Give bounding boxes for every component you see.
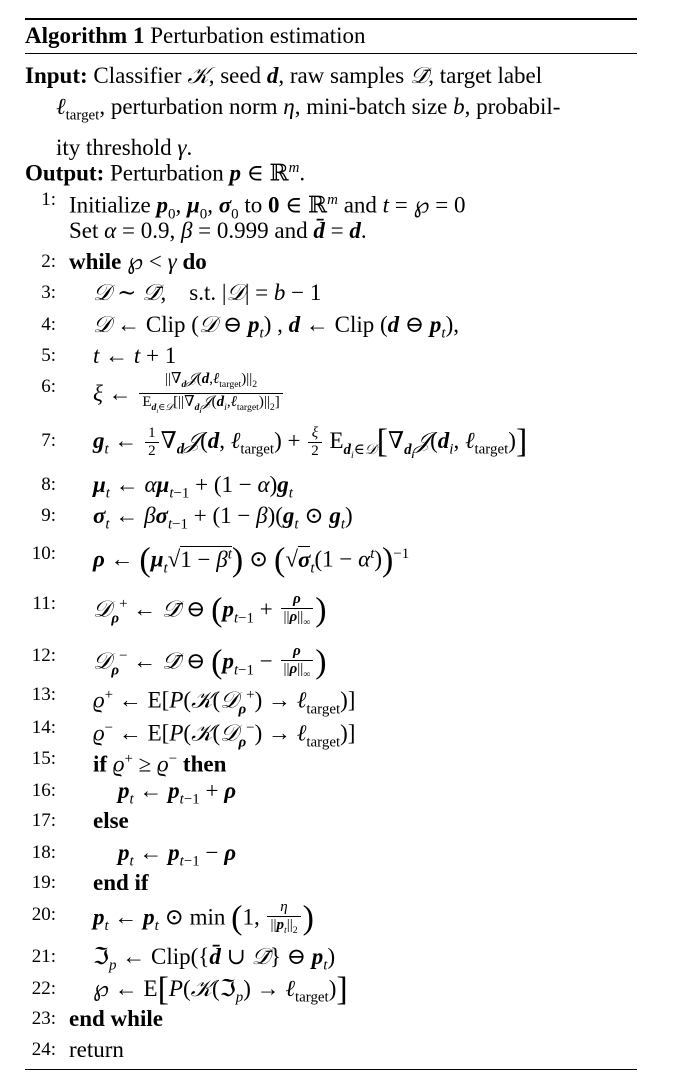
algo-line-22: 22: ℘ ← E[P(𝒦(ℑ$_p$) → ℓ$_{target}$)]: [0, 973, 673, 1005]
then-keyword: then: [182, 751, 227, 777]
algo-line-6: 6: ξ ← $\frac{||\nabla_d𝒥(d,\ell_{target})||_2}{E_{d_i\in 𝒟}[||\nabla_{d_i}𝒥(d_i,\ell_{target})||_2]}$: [0, 371, 673, 403]
algo-line-10: 10: ρ ← $(\mu_t√1 - \beta^t)$ ⊙ $(√\sigma_t(1 - \alpha^t))^{-1}$: [0, 538, 673, 570]
algo-line-11: 11: 𝒟$_\rho$+ ← 𝒟̄ ⊖ ($p_{t-1}$ + $\frac{\rho}{||\rho||_\infty}$ ): [0, 588, 673, 620]
line-number: 11:: [32, 593, 56, 614]
line-number: 12:: [31, 645, 56, 666]
algo-line-20: 20: $p_t$ ← $p_t$ ⊙ min (1, $\frac{\eta}{||p_t||_2}$ ): [0, 899, 673, 931]
line-number: 4:: [41, 314, 56, 335]
line-number: 7:: [41, 430, 56, 451]
algo-line-21: 21: ℑ$_p$ ← Clip({d̄ ∪ 𝒟̄} ⊖ $p_t$): [0, 941, 673, 973]
output-keyword: Output:: [25, 160, 105, 186]
algo-line-2: 2: while ℘ < γ do: [0, 246, 673, 278]
algo-line-14: 14: ϱ− ← E[P(𝒦(𝒟$_\rho$−) → ℓ$_{target}$)]: [0, 712, 673, 744]
output-block: Output: Perturbation p ∈ ℝ$^m$.: [25, 160, 306, 186]
algo-line-3: 3: 𝒟 ∼ 𝒟̄, s.t. |𝒟| = b − 1: [0, 277, 673, 309]
return-statement: return: [69, 1037, 124, 1062]
line-number: 16:: [31, 780, 56, 801]
input-block: Input: Classifier 𝒦, seed d, raw samples 𝒟̄, target label ℓ$_{target}$, perturbation norm η, mini-batch size b, probabil- ity threshold γ.: [25, 63, 561, 160]
algorithm-title: [25, 22, 365, 50]
line-number: 14:: [31, 717, 56, 738]
algo-line-9: 9: $\sigma_t$ ← $\beta\sigma_{t-1} + (1 - \beta)(g_t$ ⊙ $g_t$): [0, 500, 673, 532]
algo-line-1b: Set α = 0.9, β = 0.999 and d̄ = d.: [69, 218, 367, 243]
line-number: 21:: [31, 946, 56, 967]
line-number: 10:: [31, 543, 56, 564]
while-keyword: while: [69, 249, 122, 274]
algo-line-24: [0, 1034, 673, 1066]
end-while-keyword: end while: [69, 1006, 163, 1031]
line-number: 2:: [41, 251, 56, 272]
end-if-keyword: end if: [93, 870, 149, 895]
bottom-rule: [25, 1069, 637, 1070]
algo-line-8: 8: $\mu_t$ ← $\alpha\mu_{t-1} + (1 - \alpha)g_t$: [0, 469, 673, 501]
algo-line-19: [0, 867, 673, 899]
line-number: 22:: [31, 978, 56, 999]
line-number: 3:: [41, 282, 56, 303]
line-number: 8:: [41, 474, 56, 495]
line-number: 1:: [41, 189, 56, 210]
line-number: 24:: [31, 1039, 56, 1060]
header-rule: [25, 53, 637, 54]
algo-line-1: 1: Initialize $p_0$, $\mu_0$, $\sigma_0$ to 0 ∈ ℝ$^m$ and t = ℘ = 0: [0, 184, 673, 216]
algo-line-5: 5: t ← t + 1: [0, 340, 673, 372]
algorithm-name: Perturbation estimation: [150, 23, 366, 48]
line-number: 23:: [31, 1008, 56, 1029]
line-number: 20:: [31, 904, 56, 925]
do-keyword: do: [182, 249, 207, 274]
algo-line-17: [0, 805, 673, 837]
algo-line-16: 16: $p_t$ ← $p_{t-1} + \rho$: [0, 775, 673, 807]
line-number: 18:: [31, 842, 56, 863]
line-number: 13:: [31, 684, 56, 705]
algorithm-label: Algorithm 1: [25, 23, 145, 48]
algo-line-7: 7: $g_t$ ← $\frac{1}{2}$ $\nabla_d𝒥(d$, ℓ$_{target}$) + $\frac{\xi}{2}$ $E_{d_i\in 𝒟}[\nabla_{d_i}𝒥(d_i$, ℓ$_{target}$)]: [0, 425, 673, 457]
line-number: 19:: [31, 872, 56, 893]
if-keyword: if: [93, 751, 108, 777]
algo-line-4: 4: 𝒟 ← Clip (𝒟 ⊖ $p_t$) , d ← Clip (d ⊖ $p_t$),: [0, 309, 673, 341]
else-keyword: else: [93, 808, 129, 833]
line-number: 5:: [41, 345, 56, 366]
line-number: 9:: [41, 505, 56, 526]
algo-line-15: 15: if ϱ+ ≥ ϱ− then: [0, 743, 673, 775]
input-keyword: Input:: [25, 63, 88, 88]
top-rule: [25, 18, 637, 20]
algo-line-12: 12: 𝒟$_\rho$− ← 𝒟̄ ⊖ ($p_{t-1}$ − $\frac{\rho}{||\rho||_\infty}$ ): [0, 640, 673, 672]
line-number: 15:: [31, 748, 56, 769]
algo-line-13: 13: ϱ+ ← E[P(𝒦(𝒟$_\rho$+) → ℓ$_{target}$)]: [0, 679, 673, 711]
line-number: 17:: [31, 810, 56, 831]
algo-line-18: 18: $p_t$ ← $p_{t-1} - \rho$: [0, 837, 673, 869]
algo-line-23: [0, 1003, 673, 1035]
line-number: 6:: [41, 376, 56, 397]
